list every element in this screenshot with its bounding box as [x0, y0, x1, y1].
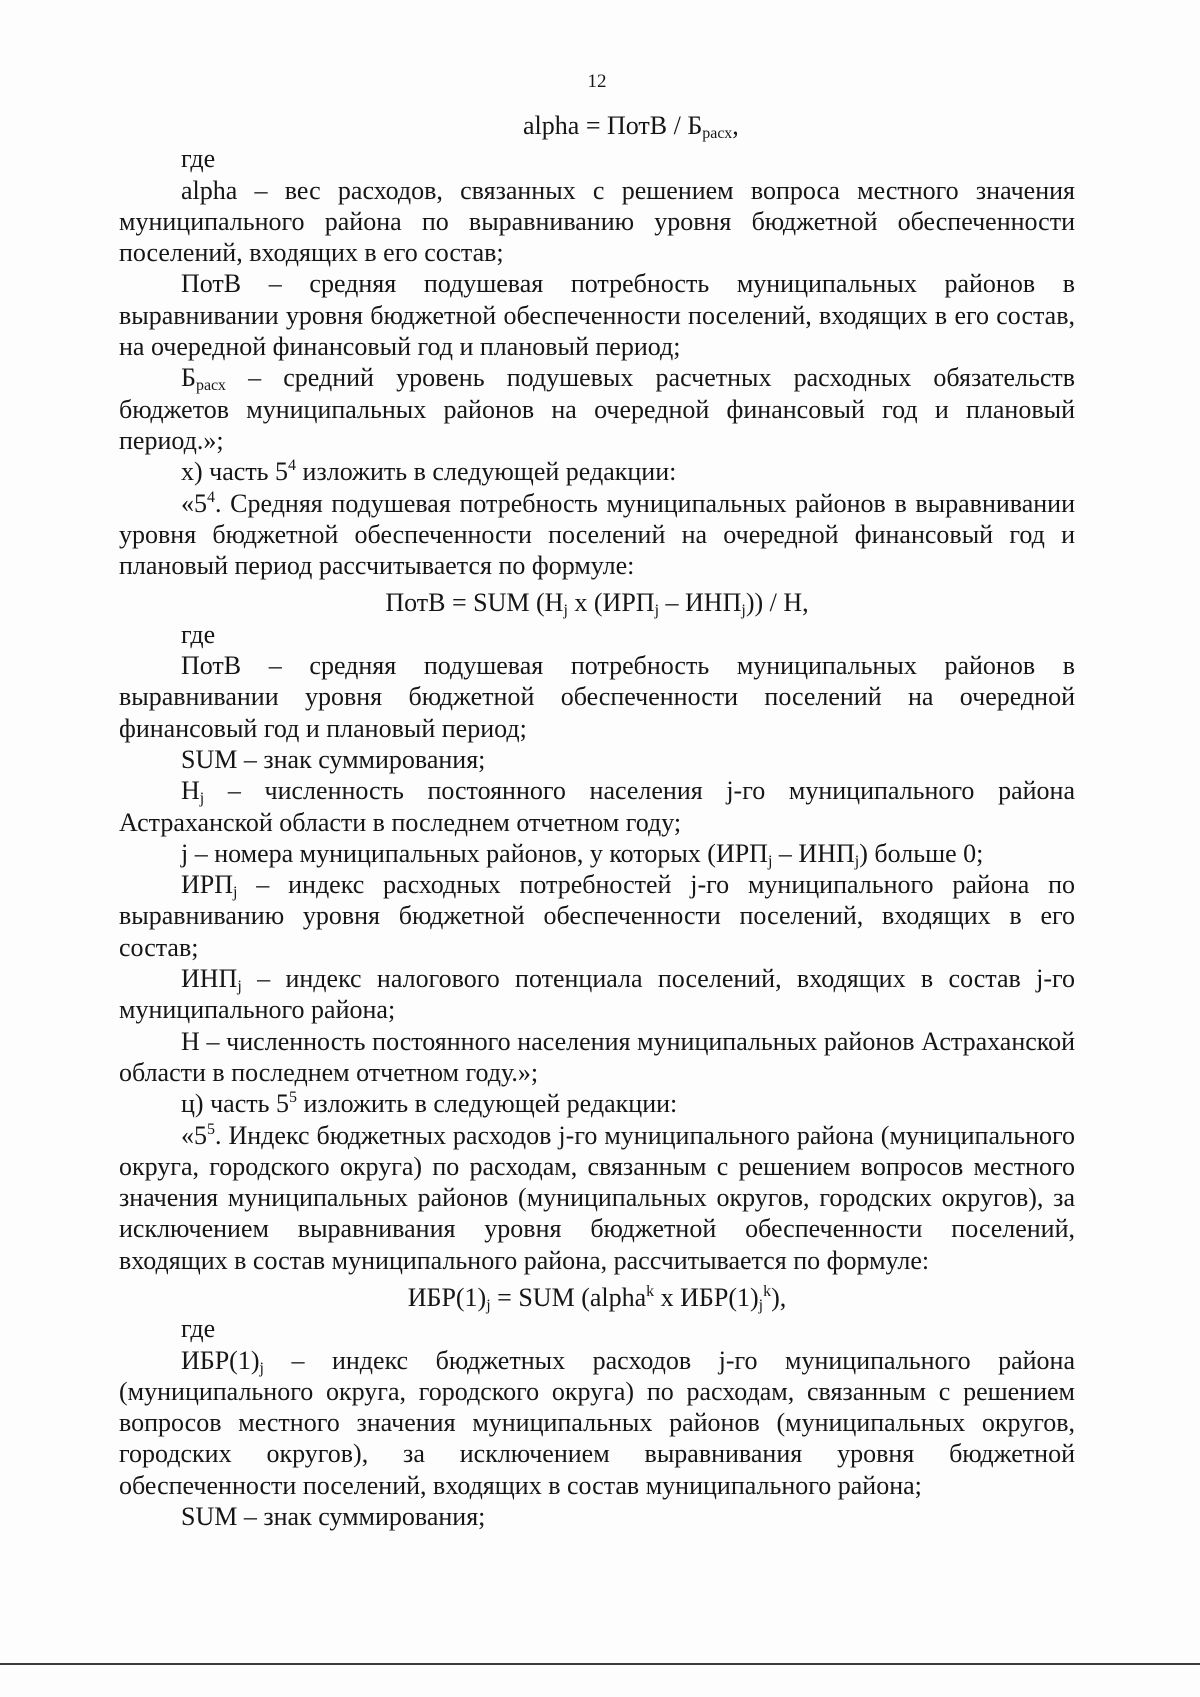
- document-body: [119, 70, 1075, 1532]
- page-number: 12: [587, 71, 607, 92]
- formula-potv: ПотВ = SUM ($Н_j$ х $(ИРП_j - ИНП_j)$) / Н,: [385, 588, 809, 620]
- definition-ibr: $ИБР(1)_j$ – индекс бюджетных расходов j-го муниципального района (муниципального округа, городского округа) по расходам, связанным с решением вопросов местного значения муниципальных районов (муниципальных округов, городских округов), за исключением выравнивания уровня бюджетной обеспеченности поселений, входящих в состав муниципального района;: [119, 1345, 1075, 1500]
- definition-sum-2: SUM – знак суммирования;: [181, 1502, 486, 1532]
- definition-irpj: $ИРП_j$ – индекс расходных потребностей j-го муниципального района по выравниванию уровня бюджетной обеспеченности поселений, входящих в его состав;: [119, 870, 1075, 962]
- definition-potv: ПотВ – средняя подушевая потребность муниципальных районов в выравнивании уровня бюджетной обеспеченности поселений, входящих в его состав, на очередной финансовый год и плановый период;: [119, 269, 1075, 362]
- definition-alpha: alpha – вес расходов, связанных с решением вопроса местного значения муниципального района по выравниванию уровня бюджетной обеспеченности поселений, входящих в его состав;: [119, 175, 1075, 268]
- part-5-5-text: «$5^5$. Индекс бюджетных расходов j-го муниципального района (муниципального округа, городского округа) по расходам, связанным с решением вопросов местного значения муниципальных районов (муниципальных округов, городских округов), за исключением выравнивания уровня бюджетной обеспеченности поселений, входящих в состав муниципального района, рассчитывается по формуле:: [119, 1120, 1075, 1275]
- definition-j: j – номера муниципальных районов, у которых $(ИРП_j - ИНП_j)$ больше 0;: [181, 838, 984, 870]
- where-label: где: [181, 619, 216, 649]
- where-label: где: [181, 1314, 216, 1344]
- definition-sum: SUM – знак суммирования;: [181, 744, 486, 774]
- definition-inpj: $ИНП_j$ – индекс налогового потенциала поселений, входящих в состав j-го муниципального района;: [119, 964, 1075, 1025]
- amendment-item-x: х) часть $5^4$ изложить в следующей редакции:: [181, 457, 677, 487]
- formula-alpha: alpha = ПотВ / $Б_{расх}$,: [523, 111, 739, 142]
- part-5-4-text: «$5^4$. Средняя подушевая потребность муниципальных районов в выравнивании уровня бюджетной обеспеченности поселений на очередной финансовый год и плановый период рассчитывается по формуле:: [119, 488, 1075, 581]
- scan-bottom-edge-line: [0, 1663, 1200, 1665]
- definition-potv-2: ПотВ – средняя подушевая потребность муниципальных районов в выравнивании уровня бюджетной обеспеченности поселений на очередной финансовый год и плановый период;: [119, 651, 1075, 743]
- amendment-item-ts: ц) часть $5^5$ изложить в следующей редакции:: [181, 1089, 678, 1119]
- definition-n: Н – численность постоянного населения муниципальных районов Астраханской области в последнем отчетном году.»;: [119, 1026, 1075, 1087]
- definition-brasx: $Б_{расх}$ – средний уровень подушевых расчетных расходных обязательств бюджетов муниципальных районов на очередной финансовый год и плановый период.»;: [119, 363, 1075, 455]
- where-label: где: [181, 144, 216, 174]
- formula-ibr: $ИБР(1)_j$ = SUM (alpha$^k$ х $ИБР(1)_j^k$),: [407, 1282, 787, 1314]
- definition-nj: $Н_j$ – численность постоянного населения j-го муниципального района Астраханской области в последнем отчетном году;: [119, 776, 1075, 837]
